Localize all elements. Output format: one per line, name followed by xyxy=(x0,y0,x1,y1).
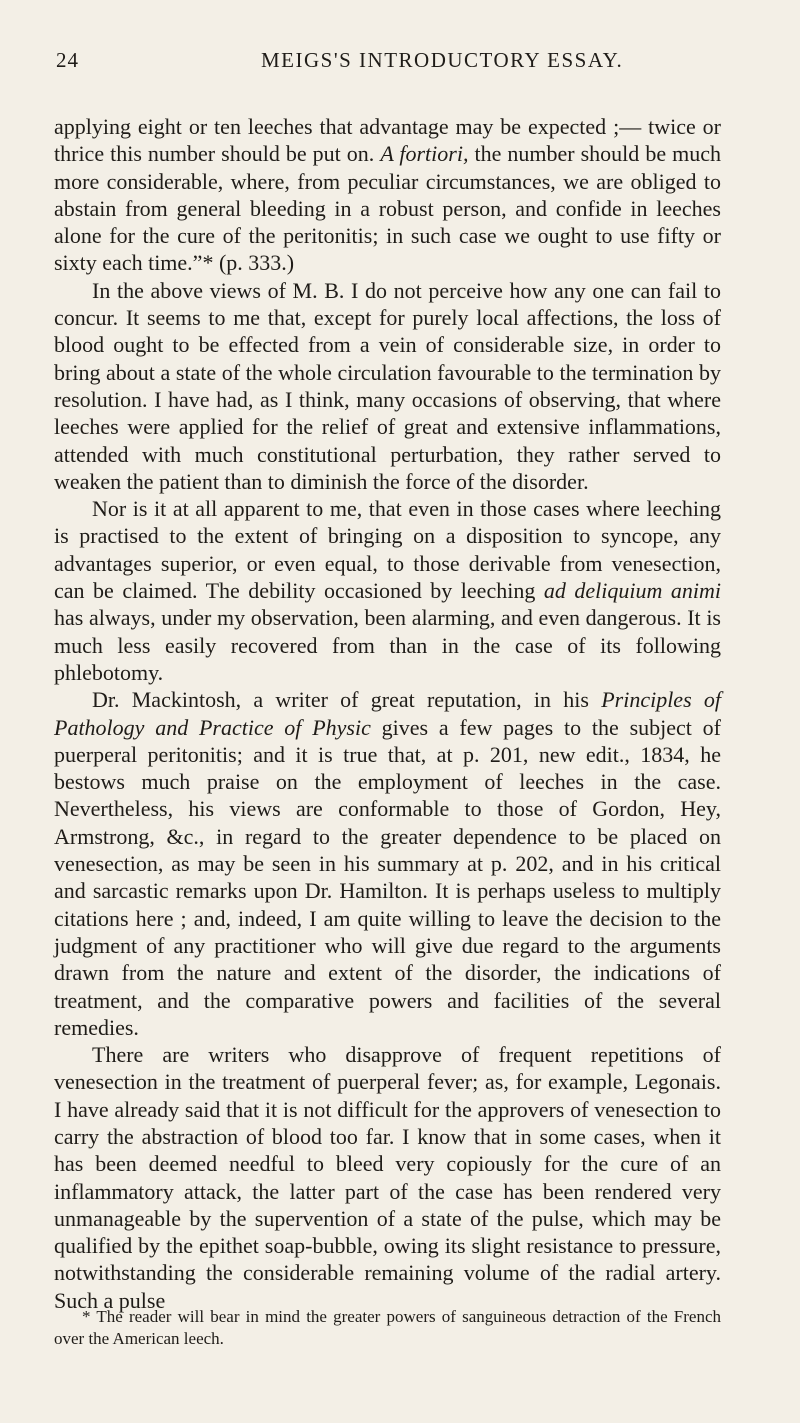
paragraph xyxy=(54,1041,721,1314)
running-title: MEIGS'S INTRODUCTORY ESSAY. xyxy=(261,48,624,72)
italic-text: Principles of Pathology and Practice of Physic xyxy=(54,687,721,740)
text-run: Nor is it at all apparent to me, that even in those cases where leeching is practised to the extent of bringing on a disposition to syncope, any advantages superior, or even equal, to those derivable from venesection, can be claimed. The debility occasioned by leeching xyxy=(54,496,721,604)
text-run: applying eight or ten leeches that advantage may be expected ;— twice or thrice this number should be put on. xyxy=(54,114,721,167)
text-run: Dr. Mackintosh, a writer of great reputation, in his xyxy=(92,687,602,713)
paragraph xyxy=(54,495,721,686)
text-run: There are writers who disapprove of frequent repetitions of venesection in the treatment of puerperal fever; as, for example, Legonais. I have already said that it is not difficult for the approvers of venesection to carry the abstraction of blood too far. I know that in some cases, when it has been deemed needful to bleed very copiously for the cure of an inflammatory attack, the latter part of the case has been rendered very unmanageable by the supervention of a state of the pulse, which may be qualified by the epithet soap-bubble, owing its slight resistance to pressure, notwithstanding the considerable remaining volume of the radial artery. Such a pulse xyxy=(54,1042,721,1313)
page-number: 24 xyxy=(56,48,79,72)
paragraph xyxy=(54,686,721,1041)
italic-text: A fortiori, xyxy=(380,141,469,167)
paragraph xyxy=(54,113,721,277)
body-text xyxy=(54,113,721,1314)
running-head xyxy=(56,48,740,78)
text-run: has always, under my observation, been alarming, and even dangerous. It is much less easily recovered from than in the case of its following phlebotomy. xyxy=(54,605,721,685)
footnote-text: * The reader will bear in mind the greater powers of sanguineous detraction of the French over the American leech. xyxy=(54,1307,721,1348)
text-run: the number should be much more considerable, where, from peculiar circumstances, we are obliged to abstain from general bleeding in a robust person, and confide in leeches alone for the cure of the peritonitis; in such case we ought to use fifty or sixty each time.”* (p. 333.) xyxy=(54,141,721,276)
italic-text: ad deliquium animi xyxy=(543,578,721,604)
text-run: In the above views of M. B. I do not perceive how any one can fail to concur. It seems to me that, except for purely local affections, the loss of blood ought to be effected from a vein of considerable size, in order to bring about a state of the whole circulation favourable to the termination by resolution. I have had, as I think, many occasions of observing, that where leeches were applied for the relief of great and extensive inflammations, attended with much constitutional perturbation, they rather served to weaken the patient than to diminish the force of the disorder. xyxy=(54,277,721,494)
text-run: gives a few pages to the subject of puerperal peritonitis; and it is true that, at p. 201, new edit., 1834, he bestows much praise on the employment of leeches in the case. Nevertheless, his views are conformable to those of Gordon, Hey, Armstrong, &c., in regard to the greater dependence to be placed on venesection, as may be seen in his summary at p. 202, and in his critical and sarcastic remarks upon Dr. Hamilton. It is perhaps useless to multiply citations here ; and, indeed, I am quite willing to leave the decision to the judgment of any practitioner who will give due regard to the arguments drawn from the nature and extent of the disorder, the indications of treatment, and the comparative powers and facilities of the several remedies. xyxy=(54,714,722,1040)
paragraph xyxy=(54,277,721,495)
footnote xyxy=(54,1306,721,1350)
